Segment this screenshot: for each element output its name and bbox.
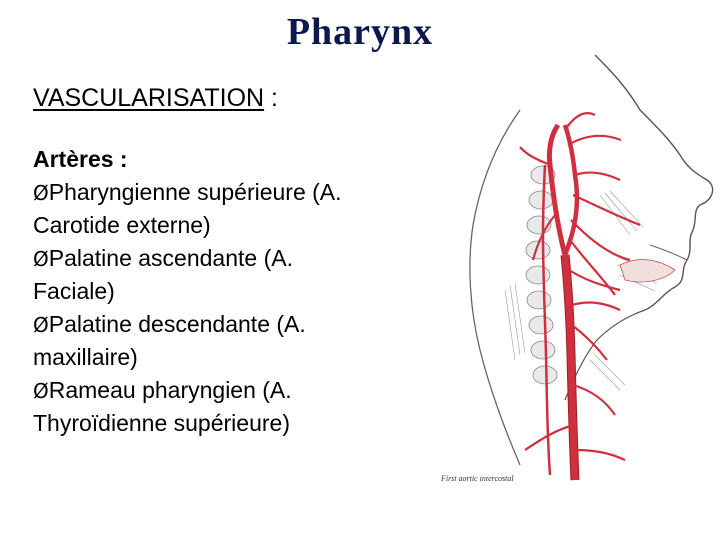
list-item-text: Pharyngienne supérieure (A. — [48, 178, 342, 205]
arrow-bullet-icon: Ø — [33, 378, 49, 403]
list-item — [33, 308, 428, 342]
arterial-branches — [520, 113, 640, 460]
figure-caption: First aortic intercostal — [441, 474, 514, 483]
list-item-text: Palatine descendante (A. — [48, 310, 306, 337]
arrow-bullet-icon: Ø — [33, 246, 49, 271]
list-item-continuation: Thyroïdienne supérieure) — [33, 410, 290, 436]
list-item-continuation: Faciale) — [33, 278, 115, 304]
list-item-continuation: maxillaire) — [33, 344, 138, 370]
mouth-outline — [650, 245, 687, 260]
list-item — [33, 176, 428, 210]
list-item — [33, 374, 428, 408]
list-item — [33, 242, 428, 276]
list-item-text: Palatine ascendante (A. — [48, 244, 293, 271]
arrow-bullet-icon: Ø — [33, 180, 49, 205]
neck-arteries-illustration — [425, 55, 720, 485]
section-heading-suffix: : — [264, 84, 278, 112]
list-item-continuation: Carotide externe) — [33, 212, 211, 238]
section-heading — [33, 84, 278, 113]
arrow-bullet-icon: Ø — [33, 312, 49, 337]
muscle-shading — [505, 191, 657, 390]
arteries-heading: Artères : — [33, 146, 128, 172]
neck-back-outline — [470, 110, 520, 465]
internal-carotid-artery — [549, 125, 565, 255]
tongue-outline — [620, 260, 675, 282]
arteries-list — [33, 143, 428, 440]
slide-title: Pharynx — [286, 11, 434, 53]
section-heading-label: VASCULARISATION — [33, 84, 265, 112]
list-item-text: Rameau pharyngien (A. — [48, 376, 292, 403]
